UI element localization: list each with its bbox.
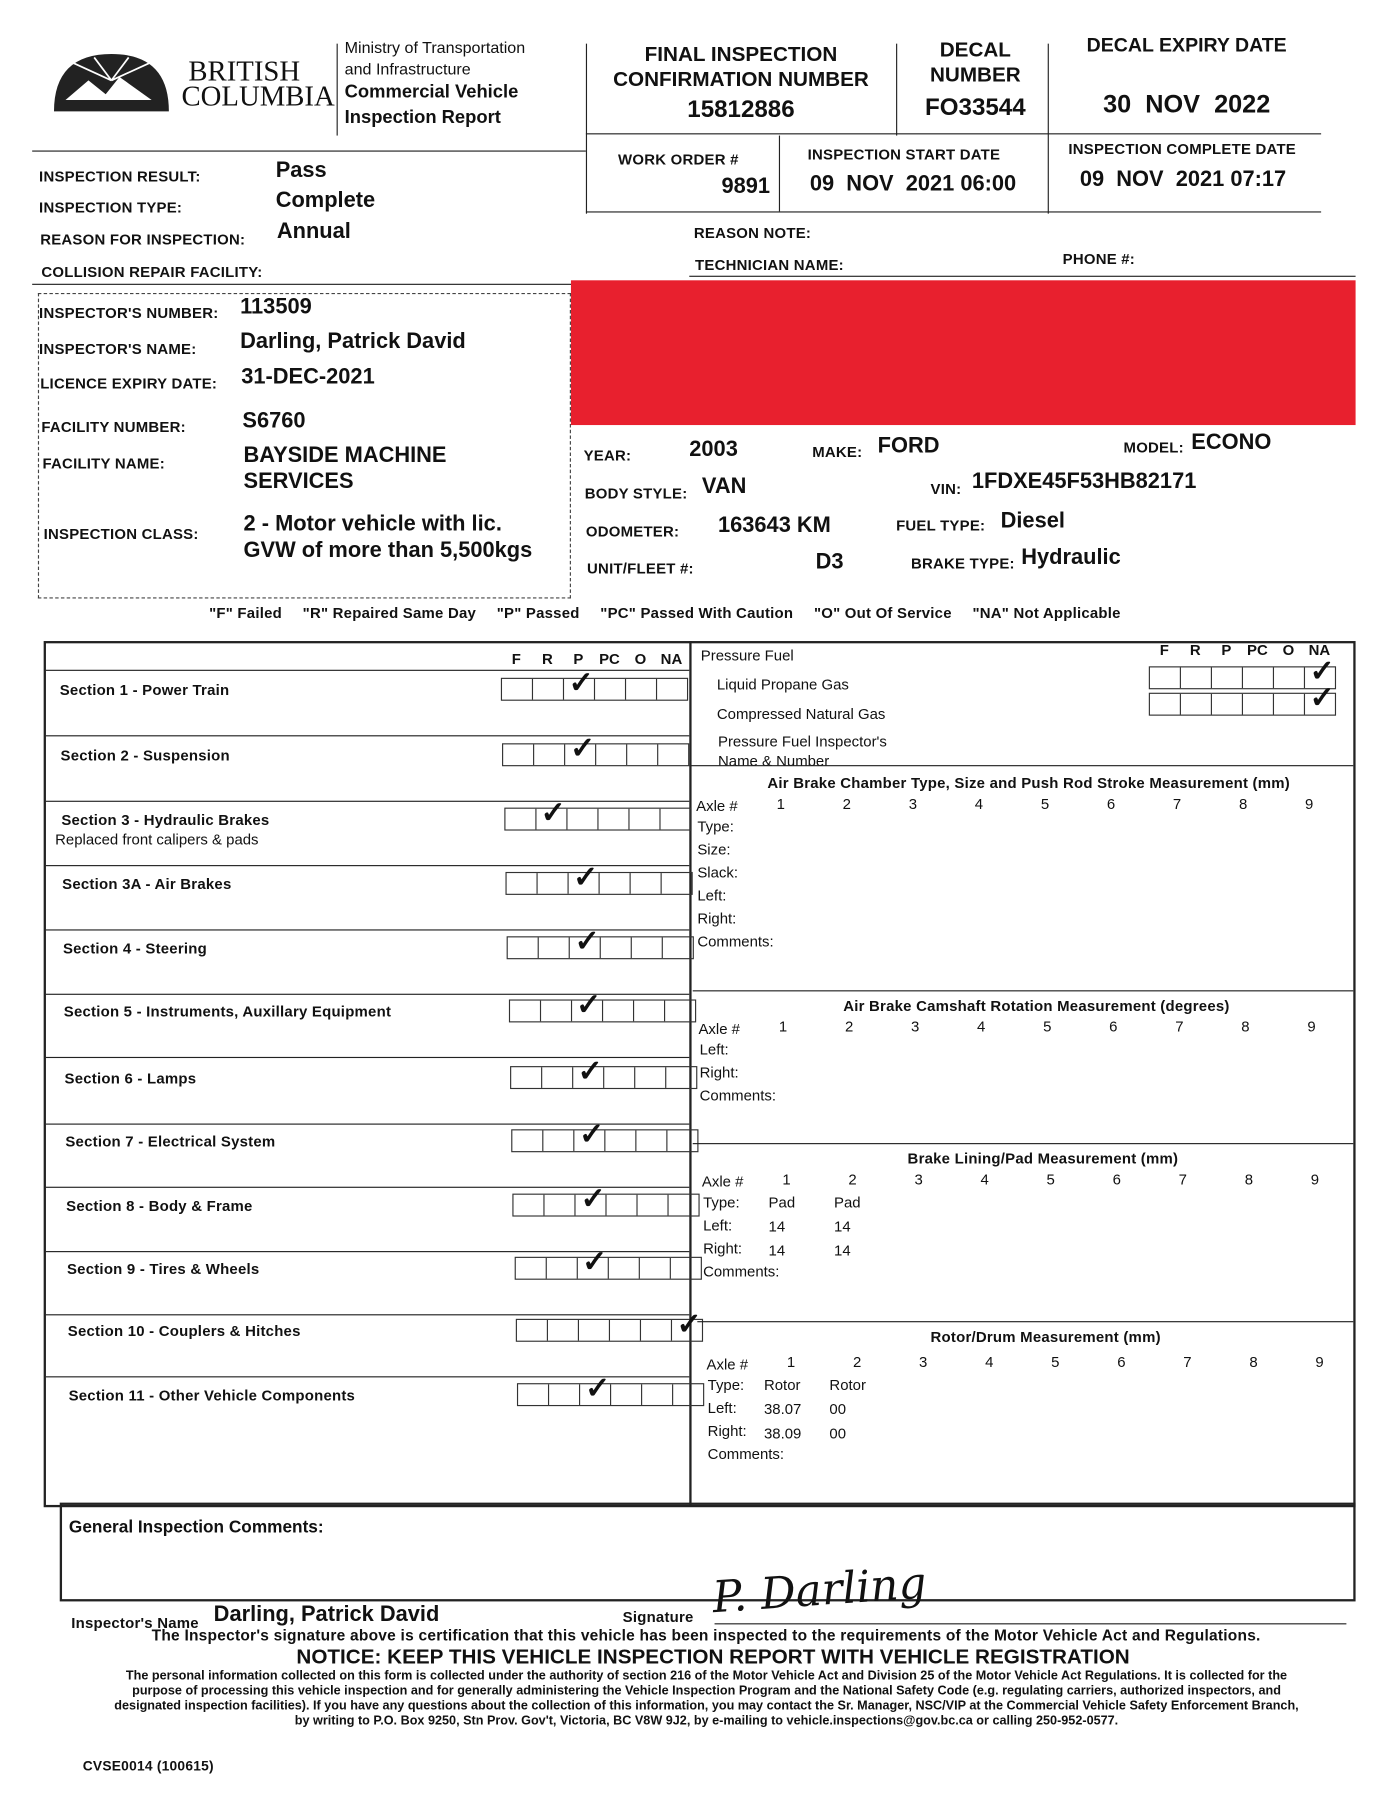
row-label: Slack: — [697, 863, 738, 882]
axle-number: 3 — [919, 1353, 928, 1371]
checkmark-icon: ✓ — [576, 986, 602, 1022]
decal-label: DECAL NUMBER — [929, 37, 1021, 87]
axle-number: 1 — [776, 794, 785, 813]
section-label: Section 3A - Air Brakes — [62, 875, 232, 893]
section-result-boxes[interactable] — [507, 923, 694, 959]
legend-item: "P" Passed — [496, 604, 580, 622]
result-cell-na[interactable] — [671, 1258, 701, 1279]
axle-number: 4 — [980, 1170, 989, 1188]
section-label: Section 9 - Tires & Wheels — [66, 1260, 260, 1278]
axle-number: 5 — [1046, 1170, 1055, 1188]
column-header: O — [634, 650, 647, 668]
result-cell-p[interactable] — [577, 1244, 608, 1279]
lining-left-value: 14 — [834, 1217, 851, 1235]
column-header: NA — [660, 650, 683, 668]
result-cell-f[interactable] — [509, 1001, 540, 1022]
section-result-boxes[interactable] — [508, 986, 695, 1022]
column-header: NA — [1308, 641, 1331, 659]
inspection-reason: Annual — [276, 219, 351, 244]
lining-right-value: 14 — [768, 1241, 786, 1260]
axle-number: 2 — [852, 1353, 862, 1371]
result-cell-pc[interactable] — [606, 1130, 637, 1151]
row-label: Type: — [707, 1376, 745, 1394]
row-label: Type: — [703, 1193, 740, 1211]
axle-number: 4 — [985, 1353, 994, 1371]
row-label: Comments: — [699, 1086, 776, 1104]
lining-title: Brake Lining/Pad Measurement (mm) — [907, 1149, 1179, 1168]
type-label: INSPECTION TYPE: — [39, 198, 183, 216]
result-cell-f[interactable] — [1150, 667, 1181, 688]
result-cell-pc[interactable] — [597, 744, 628, 765]
rotor-type-value: Rotor — [763, 1376, 801, 1394]
section-note: Replaced front calipers & pads — [55, 830, 259, 848]
rotor-type-value: Rotor — [829, 1376, 866, 1394]
result-cell-na[interactable] — [659, 744, 689, 765]
result-cell-o[interactable] — [626, 679, 657, 700]
result-cell-o[interactable] — [632, 937, 663, 958]
axle-number: 5 — [1043, 1017, 1052, 1036]
checkmark-icon: ✓ — [573, 859, 599, 894]
section-result-boxes[interactable] — [516, 1306, 703, 1342]
legend-item: "R" Repaired Same Day — [302, 604, 477, 622]
axle-number: 8 — [1238, 794, 1248, 813]
result-cell-pc[interactable] — [603, 1001, 634, 1022]
form-code: CVSE0014 (100615) — [82, 1757, 214, 1774]
row-label: Size: — [697, 840, 731, 859]
result-cell-na[interactable] — [668, 1130, 698, 1151]
privacy-text: The personal information collected on this form is collected under the authority of section 216 of the Motor Vehicle Act and Division 25 of the Motor Vehicle Act Regulations. It is collected for the purpose of processing this vehicle inspection and for generally administering the Vehicle Inspection Program and the National Safety Code (e.g. regulating carriers, authorized inspectors, and designated inspection facilities). If you have any questions about the collection of this information, you may contact the Sr. Manager, NSC/VIP at the Commercial Vehicle Safety Enforcement Branch, by writing to P.O. Box 9250, Stn Prov. Gov't, Victoria, BC V8W 9J2, by e-mailing to vehicle.inspections@gov.bc.ca or calling 250-952-0577. — [114, 1669, 1299, 1728]
result-cell-f[interactable] — [505, 809, 536, 830]
complete-date: 09 NOV 2021 07:17 — [1079, 167, 1287, 192]
org-name: BRITISH COLUMBIA — [181, 56, 335, 113]
result-cell-na[interactable] — [669, 1195, 699, 1216]
section-label: Section 8 - Body & Frame — [66, 1197, 253, 1215]
row-label: Comments: — [703, 1262, 780, 1280]
row-label: Comments: — [707, 1445, 785, 1463]
result-cell-o[interactable] — [634, 1001, 665, 1022]
decal-expiry: 30 NOV 2022 — [1103, 89, 1271, 119]
section-result-boxes[interactable] — [502, 730, 689, 766]
axle-number: 1 — [786, 1353, 796, 1371]
axle-number: 2 — [848, 1170, 857, 1188]
column-header: O — [1282, 641, 1295, 659]
result-label: INSPECTION RESULT: — [39, 167, 201, 185]
result-cell-f[interactable] — [514, 1195, 545, 1216]
axle-number: 3 — [910, 1017, 920, 1036]
row-label: Left: — [707, 1399, 737, 1417]
work-order-label: WORK ORDER # — [618, 150, 739, 168]
class-label: INSPECTION CLASS: — [43, 525, 199, 543]
legend-item: "O" Out Of Service — [813, 604, 952, 622]
result-cell-o[interactable] — [635, 1067, 666, 1088]
row-label: Right: — [703, 1239, 743, 1257]
result-cell-pc[interactable] — [595, 679, 626, 700]
notice-text: NOTICE: KEEP THIS VEHICLE INSPECTION REPORT WITH VEHICLE REGISTRATION — [296, 1645, 1130, 1669]
section-label: Section 7 - Electrical System — [65, 1132, 276, 1150]
result-cell-r[interactable] — [535, 744, 566, 765]
section-result-boxes[interactable] — [513, 1180, 700, 1217]
result-cell-p[interactable] — [575, 1116, 606, 1152]
result-cell-p[interactable] — [576, 1180, 607, 1216]
axle-number: 8 — [1241, 1017, 1250, 1036]
column-header: P — [1221, 641, 1232, 659]
checkmark-icon: ✓ — [568, 665, 594, 700]
certification-text: The Inspector's signature above is certification that this vehicle has been inspected to the requirements of the Motor Vehicle Act and Regulations. — [151, 1626, 1261, 1644]
vehicle-make: FORD — [877, 434, 940, 459]
section-label: Section 10 - Couplers & Hitches — [67, 1322, 301, 1340]
redaction-block — [571, 280, 1356, 425]
column-header: F — [1159, 641, 1169, 659]
section-result-boxes[interactable] — [514, 1244, 701, 1280]
result-cell-f[interactable] — [508, 937, 539, 958]
section-result-boxes[interactable] — [510, 1053, 697, 1089]
axle-number: 7 — [1178, 1170, 1187, 1188]
column-header: R — [1189, 641, 1201, 659]
axle-number: 8 — [1249, 1353, 1258, 1371]
result-cell-f[interactable] — [502, 679, 533, 700]
reason-note-label: REASON NOTE: — [693, 224, 812, 242]
inspection-class: 2 - Motor vehicle with lic. GVW of more than 5,500kgs — [243, 512, 533, 563]
result-cell-p[interactable] — [572, 986, 603, 1022]
result-cell-r[interactable] — [545, 1195, 576, 1216]
vehicle-year: 2003 — [689, 437, 738, 462]
result-cell-f[interactable] — [506, 873, 537, 894]
result-cell-p[interactable] — [573, 1053, 604, 1088]
vehicle-odometer: 163643 KM — [718, 513, 831, 538]
confirmation-number: 15812886 — [687, 96, 795, 123]
section-label: Section 1 - Power Train — [59, 681, 230, 699]
start-date: 09 NOV 2021 06:00 — [809, 172, 1017, 197]
result-cell-p[interactable] — [569, 859, 600, 894]
facility-name-label: FACILITY NAME: — [42, 454, 165, 473]
section-label: Section 4 - Steering — [62, 939, 207, 957]
rotor-left-value: 38.07 — [763, 1400, 802, 1418]
air_chamber-title: Air Brake Chamber Type, Size and Push Rod Stroke Measurement (mm) — [767, 774, 1290, 792]
phone-label: PHONE #: — [1062, 250, 1136, 268]
result-cell-na[interactable] — [657, 679, 687, 700]
axle-number: 9 — [1315, 1353, 1324, 1371]
lining-type-value: Pad — [768, 1193, 796, 1211]
checkmark-icon: ✓ — [585, 1370, 611, 1405]
row-label: Left: — [703, 1216, 733, 1234]
section-result-boxes[interactable] — [511, 1116, 698, 1152]
result-cell-pc[interactable] — [598, 809, 629, 830]
checkmark-icon: ✓ — [1309, 653, 1335, 689]
result-cell-f[interactable] — [517, 1320, 548, 1341]
legend-item: "NA" Not Applicable — [972, 604, 1121, 622]
result-cell-r[interactable] — [543, 1130, 574, 1151]
section-label: Section 6 - Lamps — [64, 1069, 197, 1087]
decal-number: FO33544 — [925, 94, 1026, 121]
axle-number: 6 — [1109, 1017, 1118, 1036]
result-cell-p[interactable] — [566, 730, 597, 766]
result-cell-r[interactable] — [536, 794, 567, 830]
result-cell-o[interactable] — [1274, 667, 1305, 688]
legend-item: "F" Failed — [209, 604, 282, 622]
collision-label: COLLISION REPAIR FACILITY: — [41, 263, 263, 281]
result-cell-o[interactable] — [629, 809, 660, 830]
axle-number: 9 — [1307, 1017, 1316, 1036]
axle-number: 2 — [842, 794, 851, 813]
rotor-title: Rotor/Drum Measurement (mm) — [930, 1328, 1161, 1346]
axle-label: Axle # — [706, 1355, 749, 1373]
section-result-boxes[interactable] — [504, 794, 691, 831]
licence-label: LICENCE EXPIRY DATE: — [40, 374, 218, 392]
odometer-label: ODOMETER: — [585, 522, 680, 540]
result-cell-r[interactable] — [533, 679, 564, 700]
brake-label: BRAKE TYPE: — [910, 554, 1015, 573]
bc-logo-icon — [48, 48, 174, 117]
inspector-name: Darling, Patrick David — [240, 329, 466, 354]
lining-right-value: 14 — [834, 1241, 851, 1260]
result-cell-p[interactable] — [570, 923, 601, 959]
row-label: Left: — [697, 886, 727, 905]
axle-number: 7 — [1183, 1353, 1192, 1371]
facility-number-label: FACILITY NUMBER: — [41, 418, 186, 436]
result-cell-pc[interactable] — [607, 1195, 638, 1216]
pressure-fuel-item: Liquid Propane Gas — [716, 675, 849, 693]
result-cell-na[interactable] — [674, 1384, 704, 1405]
result-cell-o[interactable] — [643, 1384, 674, 1405]
legend — [209, 604, 1121, 621]
checkmark-icon: ✓ — [1309, 680, 1335, 715]
axle-label: Axle # — [698, 1020, 740, 1038]
column-header: R — [542, 650, 553, 668]
inspector-name-label: INSPECTOR'S NAME: — [39, 340, 197, 358]
footer-inspector-label: Inspector's Name — [71, 1614, 199, 1632]
axle-number: 1 — [782, 1170, 791, 1188]
pressure-fuel-boxes[interactable] — [1149, 653, 1336, 689]
axle-number: 6 — [1112, 1170, 1121, 1188]
pressure-fuel-columns — [1149, 641, 1335, 658]
section-label: Section 2 - Suspension — [60, 746, 230, 764]
row-divider — [46, 801, 689, 802]
start-date-label: INSPECTION START DATE — [807, 145, 1001, 164]
decal-expiry-label: DECAL EXPIRY DATE — [1086, 34, 1287, 57]
axle-number: 7 — [1172, 794, 1182, 813]
section-result-boxes[interactable] — [501, 665, 688, 701]
body-label: BODY STYLE: — [584, 484, 688, 503]
model-label: MODEL: — [1123, 438, 1184, 457]
vehicle-brake: Hydraulic — [1021, 545, 1121, 570]
rotor-left-value: 00 — [829, 1400, 847, 1418]
result-cell-o[interactable] — [628, 744, 659, 765]
section-label: Section 3 - Hydraulic Brakes — [61, 811, 270, 829]
row-label: Left: — [699, 1040, 729, 1059]
result-cell-f[interactable] — [512, 1130, 543, 1151]
vin-label: VIN: — [930, 480, 962, 498]
signature-label: Signature — [622, 1608, 694, 1626]
rotor-right-value: 00 — [829, 1424, 847, 1442]
inspection-type: Complete — [275, 188, 376, 213]
result-cell-na[interactable] — [672, 1306, 702, 1341]
axle-number: 4 — [977, 1017, 986, 1036]
axle-number: 5 — [1040, 794, 1050, 813]
section-result-boxes[interactable] — [517, 1370, 704, 1406]
result-cell-p[interactable] — [564, 665, 595, 700]
row-label: Right: — [707, 1422, 747, 1440]
complete-date-label: INSPECTION COMPLETE DATE — [1068, 140, 1296, 158]
row-label: Right: — [697, 909, 737, 928]
result-cell-r[interactable] — [538, 873, 569, 894]
result-cell-pc[interactable] — [612, 1384, 643, 1405]
facility-name: BAYSIDE MACHINE SERVICES — [243, 443, 447, 494]
result-cell-p[interactable] — [580, 1370, 611, 1405]
general-comments-label: General Inspection Comments: — [68, 1517, 324, 1538]
vehicle-unit: D3 — [815, 550, 844, 575]
axle-number: 9 — [1305, 794, 1314, 813]
checkmark-icon: ✓ — [570, 730, 596, 766]
result-cell-p[interactable] — [1212, 694, 1243, 715]
checkmark-icon: ✓ — [577, 1053, 603, 1088]
inspection-result: Pass — [275, 158, 327, 183]
axle-number: 6 — [1106, 794, 1116, 813]
result-cell-pc[interactable] — [1243, 667, 1274, 688]
result-cell-f[interactable] — [515, 1258, 546, 1279]
result-cell-o[interactable] — [637, 1130, 668, 1151]
axle-number: 4 — [974, 794, 984, 813]
column-header: F — [511, 650, 521, 668]
section-result-boxes[interactable] — [505, 859, 692, 895]
pressure-fuel-boxes[interactable] — [1149, 680, 1336, 716]
vehicle-model: ECONO — [1191, 430, 1272, 455]
checkmark-icon: ✓ — [579, 1116, 605, 1152]
reason-label: REASON FOR INSPECTION: — [40, 230, 246, 249]
result-cell-o[interactable] — [1274, 694, 1305, 715]
column-header: PC — [599, 650, 620, 668]
checkmark-icon: ✓ — [582, 1244, 608, 1279]
result-cell-na[interactable] — [1305, 680, 1335, 715]
legend-item: "PC" Passed With Caution — [600, 604, 794, 622]
result-cell-r[interactable] — [542, 1067, 573, 1088]
work-order: 9891 — [721, 174, 771, 199]
vehicle-vin: 1FDXE45F53HB82171 — [971, 469, 1197, 494]
result-cell-f[interactable] — [518, 1384, 549, 1405]
licence-expiry: 31-DEC-2021 — [241, 365, 375, 390]
column-header: PC — [1246, 641, 1268, 659]
year-label: YEAR: — [583, 446, 632, 465]
result-cell-r[interactable] — [549, 1384, 580, 1405]
axle-number: 6 — [1117, 1353, 1126, 1371]
result-cell-r[interactable] — [539, 937, 570, 958]
axle-number: 3 — [908, 794, 918, 813]
result-cell-f[interactable] — [1150, 694, 1181, 715]
pressure-fuel-inspector-label: Pressure Fuel Inspector's Name & Number — [718, 732, 887, 770]
result-cell-na[interactable] — [662, 873, 692, 894]
result-cell-pc[interactable] — [600, 873, 631, 894]
checkmark-icon: ✓ — [580, 1180, 606, 1216]
section-label: Section 11 - Other Vehicle Components — [68, 1386, 356, 1404]
inspector-number: 113509 — [240, 295, 312, 320]
fuel-label: FUEL TYPE: — [896, 516, 986, 535]
result-cell-p[interactable] — [1212, 667, 1243, 688]
result-cell-o[interactable] — [638, 1195, 669, 1216]
result-cell-r[interactable] — [1181, 694, 1212, 715]
inspector-number-label: INSPECTOR'S NUMBER: — [39, 304, 219, 322]
result-cell-na[interactable] — [660, 809, 690, 830]
result-cell-o[interactable] — [640, 1258, 671, 1279]
result-cell-f[interactable] — [511, 1067, 542, 1088]
vehicle-fuel: Diesel — [1000, 508, 1065, 534]
result-cell-f[interactable] — [504, 744, 535, 765]
result-cell-r[interactable] — [541, 1001, 572, 1022]
result-cell-p[interactable] — [579, 1320, 610, 1341]
row-label: Comments: — [697, 932, 774, 951]
checkmark-icon: ✓ — [540, 794, 566, 830]
pressure-fuel-item: Compressed Natural Gas — [716, 705, 886, 723]
result-cell-na[interactable] — [665, 1001, 695, 1022]
axle-number: 9 — [1310, 1170, 1320, 1188]
pressure-fuel-title: Pressure Fuel — [700, 646, 794, 665]
section-label: Section 5 - Instruments, Auxillary Equipment — [63, 1002, 392, 1021]
axle-label: Axle # — [701, 1172, 744, 1191]
row-label: Type: — [697, 817, 734, 836]
result-cell-pc[interactable] — [610, 1320, 641, 1341]
result-cell-na[interactable] — [666, 1067, 696, 1088]
lining-left-value: 14 — [768, 1217, 786, 1235]
axle-number: 8 — [1244, 1170, 1254, 1188]
row-label: Right: — [699, 1063, 739, 1082]
result-cell-o[interactable] — [641, 1320, 672, 1341]
technician-label: TECHNICIAN NAME: — [695, 256, 844, 274]
axle-number: 5 — [1051, 1353, 1060, 1371]
footer-inspector-name: Darling, Patrick David — [213, 1602, 440, 1627]
rotor-right-value: 38.09 — [763, 1424, 802, 1442]
axle-number: 2 — [844, 1017, 854, 1036]
axle-label: Axle # — [696, 797, 738, 815]
facility-number: S6760 — [242, 408, 306, 434]
result-cell-pc[interactable] — [1243, 694, 1274, 715]
result-cell-r[interactable] — [548, 1320, 579, 1341]
result-cell-pc[interactable] — [601, 937, 632, 958]
result-cell-na[interactable] — [663, 937, 693, 958]
axle-number: 3 — [914, 1170, 923, 1188]
result-cell-o[interactable] — [631, 873, 662, 894]
ministry-name: Ministry of Transportation and Infrastructure — [344, 37, 526, 79]
result-cell-r[interactable] — [1181, 667, 1212, 688]
result-cell-pc[interactable] — [604, 1067, 635, 1088]
result-cell-p[interactable] — [567, 809, 598, 830]
form-title: Commercial Vehicle Inspection Report — [344, 82, 519, 128]
unit-label: UNIT/FLEET #: — [587, 559, 694, 577]
result-cell-pc[interactable] — [609, 1258, 640, 1279]
signature: P. Darling — [710, 1557, 928, 1623]
row-divider — [46, 1314, 689, 1315]
axle-number: 1 — [778, 1017, 788, 1036]
make-label: MAKE: — [812, 443, 863, 461]
lining-type-value: Pad — [834, 1193, 861, 1211]
column-header: P — [573, 650, 584, 668]
camshaft-title: Air Brake Camshaft Rotation Measurement (degrees) — [843, 997, 1230, 1015]
axle-number: 7 — [1175, 1017, 1184, 1036]
vehicle-body: VAN — [701, 474, 747, 499]
checkmark-icon: ✓ — [574, 923, 600, 959]
result-cell-r[interactable] — [546, 1258, 577, 1279]
confirmation-label: FINAL INSPECTION CONFIRMATION NUMBER — [613, 42, 869, 91]
checkmark-icon: ✓ — [676, 1306, 702, 1341]
